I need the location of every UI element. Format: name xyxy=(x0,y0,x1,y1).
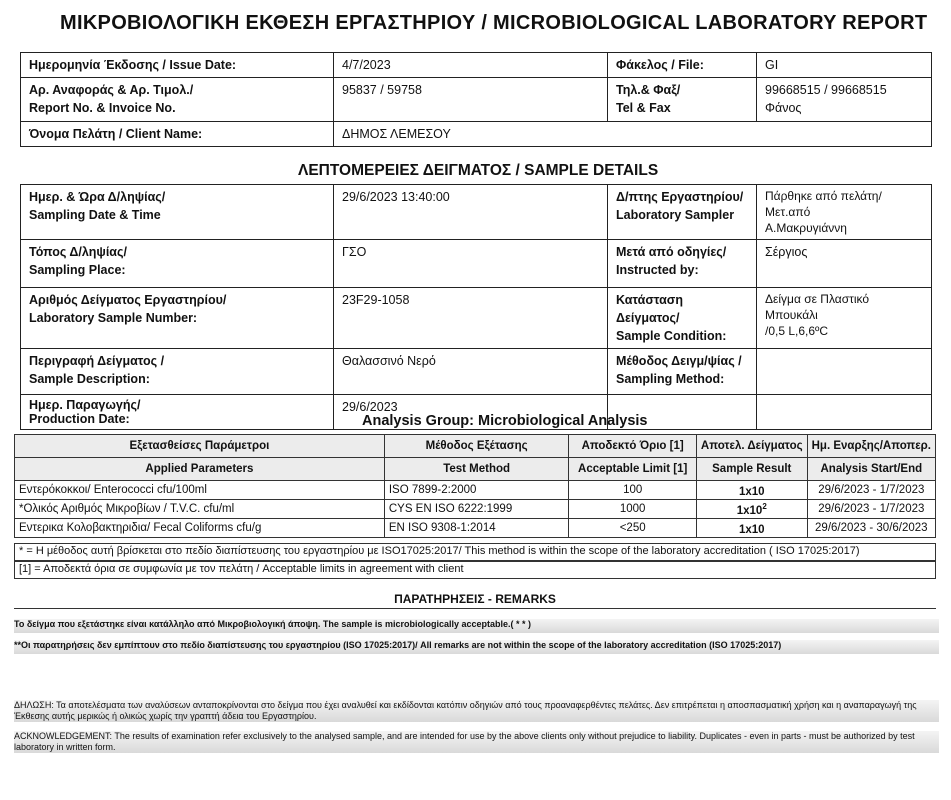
lab-sampler-value xyxy=(757,185,932,240)
analysis-group-title: Analysis Group: Microbiological Analysis xyxy=(362,413,648,429)
sampling-method-label-en: Sampling Method: xyxy=(616,372,725,386)
declaration-text: ΔΗΛΩΣΗ: Τα αποτελέσματα των αναλύσεων ανταποκρίνονται στο δείγμα που έχει αναλυθεί και εκδίδονται κατόπιν οδηγιών από τους προαναφερθέντες πελάτες. Δεν επιτρέπεται η αποσπασματική χρήση και η αναπαραγωγή της Έκθεσης αυτής μερικώς ή ολικώς χωρίς την γραπτή άδεια του Εργαστηρίου. xyxy=(14,700,939,722)
result-value: 1x10 xyxy=(738,485,765,498)
param-cell: Εντερικα Κολοβακτηριδια/ Fecal Coliforms cfu/g xyxy=(15,519,385,538)
tel-label-gr: Τηλ.& Φαξ/ xyxy=(616,83,681,97)
lab-sample-number-label-en: Laboratory Sample Number: xyxy=(29,311,198,325)
lab-sample-number-label xyxy=(21,288,334,349)
dates-cell: 29/6/2023 - 1/7/2023 xyxy=(807,481,935,500)
report-no-label-en: Report No. & Invoice No. xyxy=(29,101,176,115)
col-header: Test Method xyxy=(384,458,569,481)
acknowledgement-text: ACKNOWLEDGEMENT: The results of examination refer exclusively to the analysed sample, and are intended for use by the above clients only without prejudice to liability. Duplicates - even in parts - must be authorized by test laboratory in written form. xyxy=(14,731,939,753)
accreditation-note: * = Η μέθοδος αυτή βρίσκεται στο πεδίο διαπίστευσης του εργαστηρίου με ISO17025:2017/ This method is within the scope of the laboratory accreditation ( ISO 17025:2017) xyxy=(14,543,936,561)
sample-condition-label xyxy=(608,288,757,349)
remark-line-2: **Οι παρατηρήσεις δεν εμπίπτουν στο πεδίο διαπίστευσης του εργαστηρίου (ISO 17025:2017)/ All remarks are not within the scope of the laboratory accreditation (ISO 17025:2017) xyxy=(14,640,939,654)
method-cell: ISO 7899-2:2000 xyxy=(384,481,569,500)
report-no-label xyxy=(21,78,334,122)
lab-sampler-label-en: Laboratory Sampler xyxy=(616,208,735,222)
lab-sampler-label-gr: Δ/πτης Εργαστηρίου/ xyxy=(616,190,744,204)
sample-condition-label-gr: Κατάσταση Δείγματος/ xyxy=(616,293,683,325)
instructed-label-en: Instructed by: xyxy=(616,263,699,277)
remarks-title: ΠΑΡΑΤΗΡΗΣΕΙΣ - REMARKS xyxy=(14,592,936,609)
sample-condition-line-1: Δείγμα σε Πλαστικό Μπουκάλι xyxy=(765,292,870,322)
col-header: Αποτελ. Δείγματος xyxy=(696,435,807,458)
param-cell: *Ολικός Αριθμός Μικροβίων / T.V.C. cfu/ml xyxy=(15,500,385,519)
client-value: ΔΗΜΟΣ ΛΕΜΕΣΟΥ xyxy=(334,122,932,147)
col-header: Applied Parameters xyxy=(15,458,385,481)
sampling-date-value: 29/6/2023 13:40:00 xyxy=(334,185,608,240)
lab-sampler-label xyxy=(608,185,757,240)
client-label: Όνομα Πελάτη / Client Name: xyxy=(21,122,334,147)
table-row xyxy=(15,500,936,519)
sampling-place-label-gr: Τόπος Δ/ληψίας/ xyxy=(29,245,127,259)
sample-condition-label-en: Sample Condition: xyxy=(616,329,727,343)
analysis-header-row-en xyxy=(15,458,936,481)
instructed-value: Σέργιος xyxy=(757,240,932,288)
col-header: Εξετασθείσες Παράμετροι xyxy=(15,435,385,458)
result-value: 1x10 xyxy=(736,504,763,517)
sample-condition-line-2: /0,5 L,6,6ºC xyxy=(765,324,829,338)
sample-details-title: ΛΕΠΤΟΜΕΡΕΙΕΣ ΔΕΙΓΜΑΤΟΣ / SAMPLE DETAILS xyxy=(298,162,659,179)
report-title: ΜΙΚΡΟΒΙΟΛΟΓΙΚΗ ΕΚΘΕΣΗ ΕΡΓΑΣΤΗΡΙΟΥ / MICROBIOLOGICAL LABORATORY REPORT xyxy=(60,12,928,34)
col-header: Μέθοδος Εξέτασης xyxy=(384,435,569,458)
result-exponent: 2 xyxy=(762,501,767,511)
sample-description-label xyxy=(21,349,334,395)
tel-label-en: Tel & Fax xyxy=(616,101,671,115)
result-cell xyxy=(696,481,807,500)
tel-label xyxy=(608,78,757,122)
lab-sample-number-value: 23F29-1058 xyxy=(334,288,608,349)
limit-cell: <250 xyxy=(569,519,697,538)
method-cell: EN ISO 9308-1:2014 xyxy=(384,519,569,538)
lab-sample-number-label-gr: Αριθμός Δείγματος Εργαστηρίου/ xyxy=(29,293,227,307)
limit-cell: 100 xyxy=(569,481,697,500)
issue-date-label: Ημερομηνία Έκδοσης / Issue Date: xyxy=(21,53,334,78)
report-no-value: 95837 / 59758 xyxy=(334,78,608,122)
sampling-place-value: ΓΣΟ xyxy=(334,240,608,288)
instructed-label-gr: Μετά από οδηγίες/ xyxy=(616,245,727,259)
empty-cell xyxy=(757,395,932,430)
sampling-method-label-gr: Μέθοδος Δειγμ/ψίας / xyxy=(616,354,742,368)
production-date-value: 29/6/2023 xyxy=(334,395,608,430)
limits-note: [1] = Αποδεκτά όρια σε συμφωνία με τον πελάτη / Acceptable limits in agreement with client xyxy=(14,561,936,579)
sample-description-value: Θαλασσινό Νερό xyxy=(334,349,608,395)
report-no-label-gr: Αρ. Αναφοράς & Αρ. Τιμολ./ xyxy=(29,83,194,97)
result-value: 1x10 xyxy=(738,523,765,536)
col-header: Sample Result xyxy=(696,458,807,481)
method-cell: CYS EN ISO 6222:1999 xyxy=(384,500,569,519)
table-row xyxy=(15,519,936,538)
col-header: Acceptable Limit [1] xyxy=(569,458,697,481)
sampling-date-label-gr: Ημερ. & Ώρα Δ/ληψίας/ xyxy=(29,190,166,204)
sampling-date-label xyxy=(21,185,334,240)
table-row xyxy=(15,481,936,500)
production-date-label-gr: Ημερ. Παραγωγής/ xyxy=(29,398,141,412)
dates-cell: 29/6/2023 - 1/7/2023 xyxy=(807,500,935,519)
result-cell xyxy=(696,519,807,538)
sampling-place-label-en: Sampling Place: xyxy=(29,263,126,277)
remark-line-1: Το δείγμα που εξετάστηκε είναι κατάλληλο από Μικροβιολογική άποψη. The sample is microbiologically acceptable.( * * ) xyxy=(14,619,939,633)
production-date-label xyxy=(21,395,334,430)
param-cell: Εντερόκοκκοι/ Enterococci cfu/100ml xyxy=(15,481,385,500)
analysis-table xyxy=(14,434,936,538)
sampling-method-label xyxy=(608,349,757,395)
result-cell xyxy=(696,500,807,519)
sampling-date-label-en: Sampling Date & Time xyxy=(29,208,161,222)
sampling-place-label xyxy=(21,240,334,288)
col-header: Analysis Start/End xyxy=(807,458,935,481)
file-label: Φάκελος / File: xyxy=(608,53,757,78)
instructed-label xyxy=(608,240,757,288)
sample-description-label-en: Sample Description: xyxy=(29,372,150,386)
sample-condition-value xyxy=(757,288,932,349)
production-date-label-en: Production Date: xyxy=(29,412,130,426)
file-value: GI xyxy=(757,53,932,78)
lab-sampler-line-2: Α.Μακρυγιάννη xyxy=(765,221,847,235)
issue-date-value: 4/7/2023 xyxy=(334,53,608,78)
sample-table xyxy=(20,184,932,430)
analysis-header-row-gr xyxy=(15,435,936,458)
limit-cell: 1000 xyxy=(569,500,697,519)
sample-description-label-gr: Περιγραφή Δείγματος / xyxy=(29,354,165,368)
tel-value: 99668515 / 99668515 Φάνος xyxy=(757,78,932,122)
lab-sampler-line-1: Πάρθηκε από πελάτη/Μετ.από xyxy=(765,189,882,219)
col-header: Ημ. Εναρξης/Αποπερ. xyxy=(807,435,935,458)
col-header: Αποδεκτό Όριο [1] xyxy=(569,435,697,458)
header-table xyxy=(20,52,932,147)
sampling-method-value xyxy=(757,349,932,395)
dates-cell: 29/6/2023 - 30/6/2023 xyxy=(807,519,935,538)
